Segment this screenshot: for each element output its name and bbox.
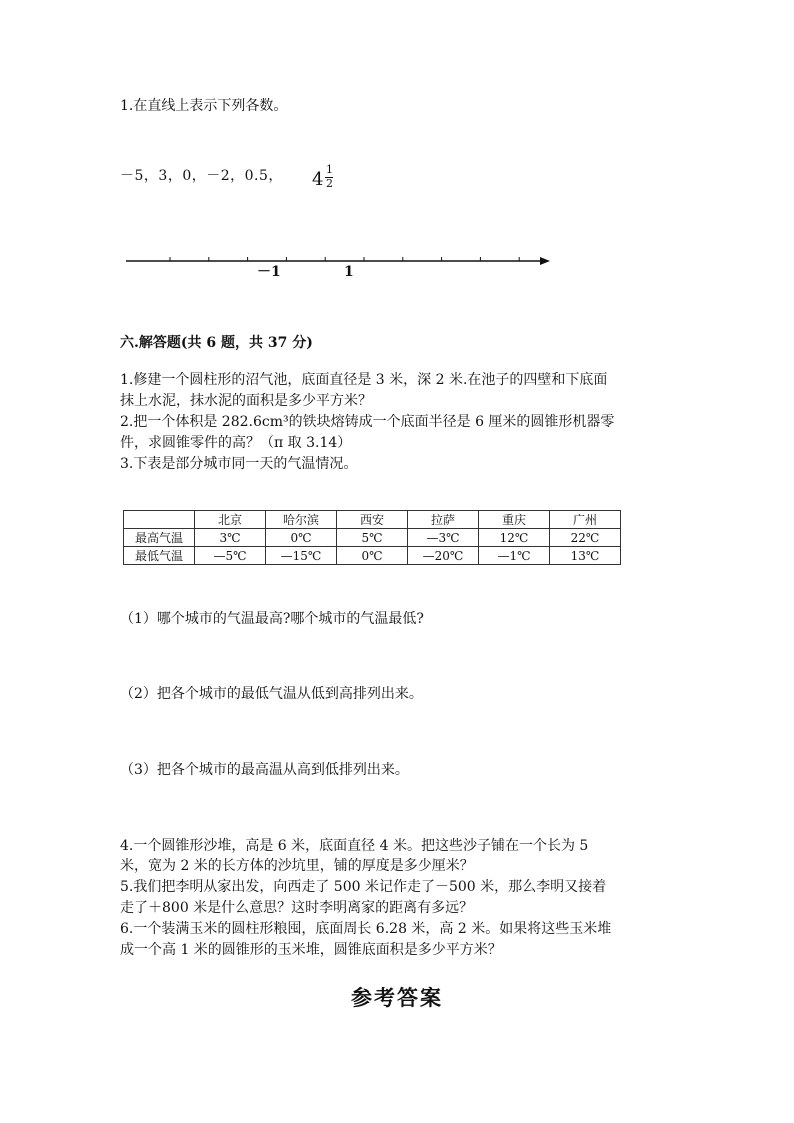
problem-2-line1: 2.把一个体积是 282.6cm³的铁块熔铸成一个底面半径是 6 厘米的圆锥形机器零 [120, 414, 615, 430]
table-cell: 5℃ [337, 529, 408, 547]
table-cell: 22℃ [550, 529, 621, 547]
problem-3-line1: 3.下表是部分城市同一天的气温情况。 [120, 456, 358, 472]
axis-label-neg1: －1 [257, 264, 281, 280]
q1-numbers: －5，3，0，－2，0.5， [120, 168, 283, 184]
table-cell: 3℃ [195, 529, 266, 547]
fraction-whole: 4 [312, 169, 324, 190]
problem-2-line2: 件，求圆锥零件的高？（π 取 3.14） [120, 435, 352, 451]
problem-1-line2: 抹上水泥，抹水泥的面积是多少平方米？ [120, 393, 372, 409]
table-row [124, 529, 621, 547]
table-header-cell: 哈尔滨 [266, 511, 337, 529]
table-row-label: 最低气温 [124, 547, 195, 565]
table-header-cell: 广州 [550, 511, 621, 529]
problem-1-line1: 1.修建一个圆柱形的沼气池，底面直径是 3 米，深 2 米.在池子的四壁和下底面 [120, 372, 608, 388]
answer-title: 参考答案 [351, 985, 443, 1010]
table-header-cell: 重庆 [479, 511, 550, 529]
q1-label: 1.在直线上表示下列各数。 [120, 98, 288, 114]
table-row-label: 最高气温 [124, 529, 195, 547]
fraction-numerator: 1 [326, 163, 333, 176]
table-header-cell: 北京 [195, 511, 266, 529]
table-cell: 13℃ [550, 547, 621, 565]
section-title: 六.解答题(共 6 题，共 37 分) [120, 335, 313, 351]
subquestion-2: （2）把各个城市的最低气温从低到高排列出来。 [120, 686, 423, 702]
problem-5-line1: 5.我们把李明从家出发，向西走了 500 米记作走了－500 米，那么李明又接着 [120, 879, 607, 895]
problem-4-line1: 4.一个圆锥形沙堆，高是 6 米，底面直径 4 米。把这些沙子铺在一个长为 5 [120, 838, 589, 854]
subquestion-1: （1）哪个城市的气温最高?哪个城市的气温最低? [120, 611, 424, 627]
table-cell: —20℃ [408, 547, 479, 565]
problem-4-line2: 米，宽为 2 米的长方体的沙坑里，铺的厚度是多少厘米？ [120, 858, 474, 874]
table-header-row [124, 511, 621, 529]
fraction-denominator: 2 [326, 177, 333, 190]
subquestion-3: （3）把各个城市的最高温从高到低排列出来。 [120, 762, 409, 778]
table-cell [124, 511, 195, 529]
number-line-arrow [540, 257, 550, 265]
table-cell: 12℃ [479, 529, 550, 547]
table-cell: —1℃ [479, 547, 550, 565]
table-cell: —5℃ [195, 547, 266, 565]
table-header-cell: 西安 [337, 511, 408, 529]
table-cell: 0℃ [337, 547, 408, 565]
table-row [124, 547, 621, 565]
temperature-table [123, 510, 621, 565]
table-cell: —15℃ [266, 547, 337, 565]
problem-6-line2: 成一个高 1 米的圆锥形的玉米堆，圆锥底面积是多少平方米？ [120, 942, 502, 958]
table-cell: —3℃ [408, 529, 479, 547]
axis-label-1: 1 [344, 264, 354, 280]
problem-5-line2: 走了＋800 米是什么意思？这时李明离家的距离有多远？ [120, 900, 474, 916]
number-line [120, 250, 560, 290]
problem-6-line1: 6.一个装满玉米的圆柱形粮囤，底面周长 6.28 米，高 2 米。如果将这些玉米堆 [120, 921, 612, 937]
table-cell: 0℃ [266, 529, 337, 547]
table-header-cell: 拉萨 [408, 511, 479, 529]
